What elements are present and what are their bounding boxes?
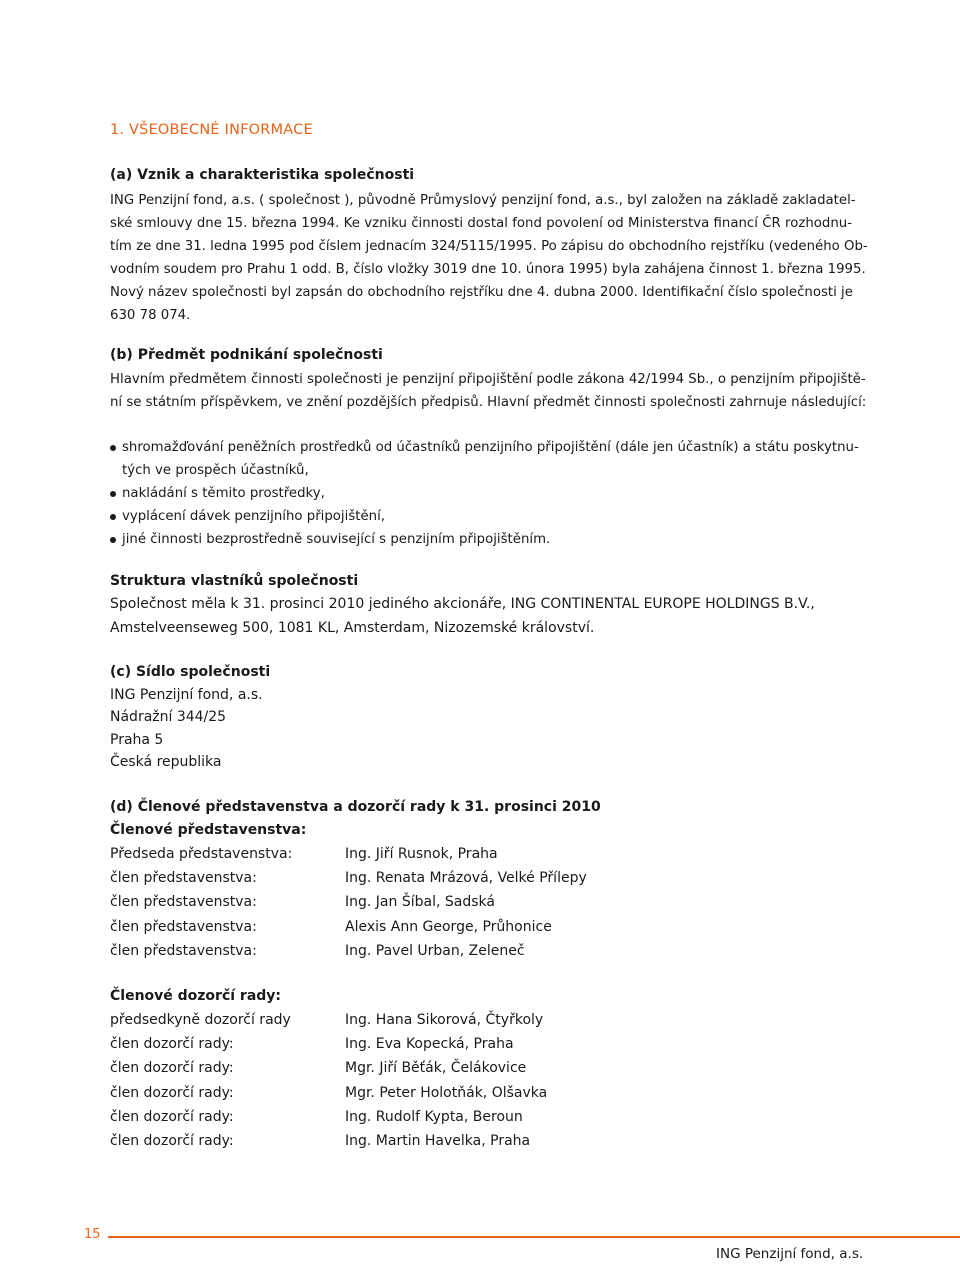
member-role: člen představenstva: bbox=[110, 942, 257, 959]
section-b-paragraph bbox=[110, 368, 867, 414]
member-role: předsedkyně dozorčí rady bbox=[110, 1012, 291, 1028]
list-item-line: nakládání s těmito prostředky, bbox=[122, 486, 325, 501]
member-row bbox=[110, 1085, 710, 1109]
paragraph-line: vodním soudem pro Prahu 1 odd. B, číslo vložky 3019 dne 10. února 1995) byla zahájena činnost 1. března 1995. bbox=[110, 262, 866, 277]
member-role: člen dozorčí rady: bbox=[110, 1132, 234, 1149]
section-d-title: (d) Členové představenstva a dozorčí rady k 31. prosinci 2010 bbox=[110, 799, 601, 815]
ownership-title: Struktura vlastníků společnosti bbox=[110, 573, 359, 589]
address-company: ING Penzijní fond, a.s. bbox=[110, 687, 263, 703]
section-c-title: (c) Sídlo společnosti bbox=[110, 664, 271, 680]
list-item-line: shromažďování peněžních prostředků od účastníků penzijního připojištění (dále jen účastník) a státu poskytnu- bbox=[122, 440, 859, 455]
member-row bbox=[110, 894, 710, 918]
member-role: člen dozorčí rady: bbox=[110, 1036, 234, 1053]
list-item-line: tých ve prospěch účastníků, bbox=[122, 463, 309, 478]
member-row bbox=[110, 943, 710, 967]
address-street: Nádražní 344/25 bbox=[110, 709, 227, 725]
paragraph-line: 630 78 074. bbox=[110, 308, 191, 323]
member-name: Ing. Jiří Rusnok, Praha bbox=[345, 846, 498, 862]
member-role: člen dozorčí rady: bbox=[110, 1108, 234, 1125]
footer-divider bbox=[108, 1236, 960, 1238]
list-item bbox=[110, 528, 855, 551]
paragraph-line: Hlavním předmětem činnosti společnosti je penzijní připojištění podle zákona 42/1994 Sb., o penzijním připojiště- bbox=[110, 372, 866, 387]
list-item bbox=[110, 505, 855, 528]
bullet-icon bbox=[110, 491, 116, 497]
list-item bbox=[110, 482, 855, 505]
member-name: Alexis Ann George, Průhonice bbox=[345, 918, 552, 935]
bullet-icon bbox=[110, 537, 116, 543]
member-row bbox=[110, 1036, 710, 1060]
member-name: Mgr. Jiří Běťák, Čelákovice bbox=[345, 1060, 527, 1077]
supervisory-title: Členové dozorčí rady: bbox=[110, 988, 282, 1004]
member-name: Mgr. Peter Holotňák, Olšavka bbox=[345, 1084, 548, 1101]
member-row bbox=[110, 1060, 710, 1084]
member-row bbox=[110, 846, 710, 870]
address-country: Česká republika bbox=[110, 754, 222, 770]
footer-company-name: ING Penzijní fond, a.s. bbox=[716, 1246, 864, 1262]
activity-list bbox=[110, 436, 859, 551]
paragraph-line: ní se státním příspěvkem, ve znění pozdějších předpisů. Hlavní předmět činnosti společnosti zahrnuje následující: bbox=[110, 395, 867, 410]
list-item bbox=[110, 436, 859, 482]
supervisory-members bbox=[110, 1012, 710, 1157]
section-heading: 1. VŠEOBECNÉ INFORMACE bbox=[110, 122, 313, 138]
paragraph-line: tím ze dne 31. ledna 1995 pod číslem jednacím 324/5115/1995. Po zápisu do obchodního rejstříku (vedeného Ob- bbox=[110, 239, 868, 254]
member-row bbox=[110, 919, 710, 943]
member-row bbox=[110, 1133, 710, 1157]
address-city: Praha 5 bbox=[110, 732, 164, 748]
bullet-icon bbox=[110, 514, 116, 520]
board-members bbox=[110, 846, 710, 967]
section-a-paragraph bbox=[110, 189, 868, 327]
bullet-icon bbox=[110, 445, 116, 451]
member-role: člen dozorčí rady: bbox=[110, 1084, 234, 1101]
member-name: Ing. Jan Šíbal, Sadská bbox=[345, 894, 495, 911]
paragraph-line: Nový název společnosti byl zapsán do obchodního rejstříku dne 4. dubna 2000. Identifikační číslo společnosti je bbox=[110, 285, 853, 300]
paragraph-line: ské smlouvy dne 15. března 1994. Ke vzniku činnosti dostal fond povolení od Ministerstva financí ČR rozhodnu- bbox=[110, 216, 852, 231]
member-role: Předseda představenstva: bbox=[110, 846, 293, 862]
member-name: Ing. Rudolf Kypta, Beroun bbox=[345, 1108, 523, 1125]
member-role: člen dozorčí rady: bbox=[110, 1060, 234, 1077]
list-item-line: vyplácení dávek penzijního připojištění, bbox=[122, 509, 385, 524]
section-b-title: (b) Předmět podnikání společnosti bbox=[110, 347, 383, 363]
section-a-title: (a) Vznik a charakteristika společnosti bbox=[110, 167, 415, 183]
member-name: Ing. Eva Kopecká, Praha bbox=[345, 1036, 514, 1053]
member-name: Ing. Hana Sikorová, Čtyřkoly bbox=[345, 1012, 544, 1028]
member-name: Ing. Martin Havelka, Praha bbox=[345, 1132, 531, 1149]
member-role: člen představenstva: bbox=[110, 918, 257, 935]
member-role: člen představenstva: bbox=[110, 894, 257, 911]
ownership-line: Společnost měla k 31. prosinci 2010 jediného akcionáře, ING CONTINENTAL EUROPE HOLDINGS B.V., bbox=[110, 596, 815, 612]
page-number: 15 bbox=[84, 1227, 101, 1242]
board-title: Členové představenstva: bbox=[110, 822, 307, 838]
ownership-line: Amstelveenseweg 500, 1081 KL, Amsterdam, Nizozemské království. bbox=[110, 620, 595, 636]
list-item-line: jiné činnosti bezprostředně související s penzijním připojištěním. bbox=[122, 532, 551, 547]
member-role: člen představenstva: bbox=[110, 870, 257, 887]
member-row bbox=[110, 1012, 710, 1036]
member-row bbox=[110, 870, 710, 894]
paragraph-line: ING Penzijní fond, a.s. ( společnost ), původně Průmyslový penzijní fond, a.s., byl založen na základě zakladatel- bbox=[110, 193, 856, 208]
member-row bbox=[110, 1109, 710, 1133]
member-name: Ing. Renata Mrázová, Velké Přílepy bbox=[345, 870, 587, 887]
member-name: Ing. Pavel Urban, Zeleneč bbox=[345, 942, 525, 959]
